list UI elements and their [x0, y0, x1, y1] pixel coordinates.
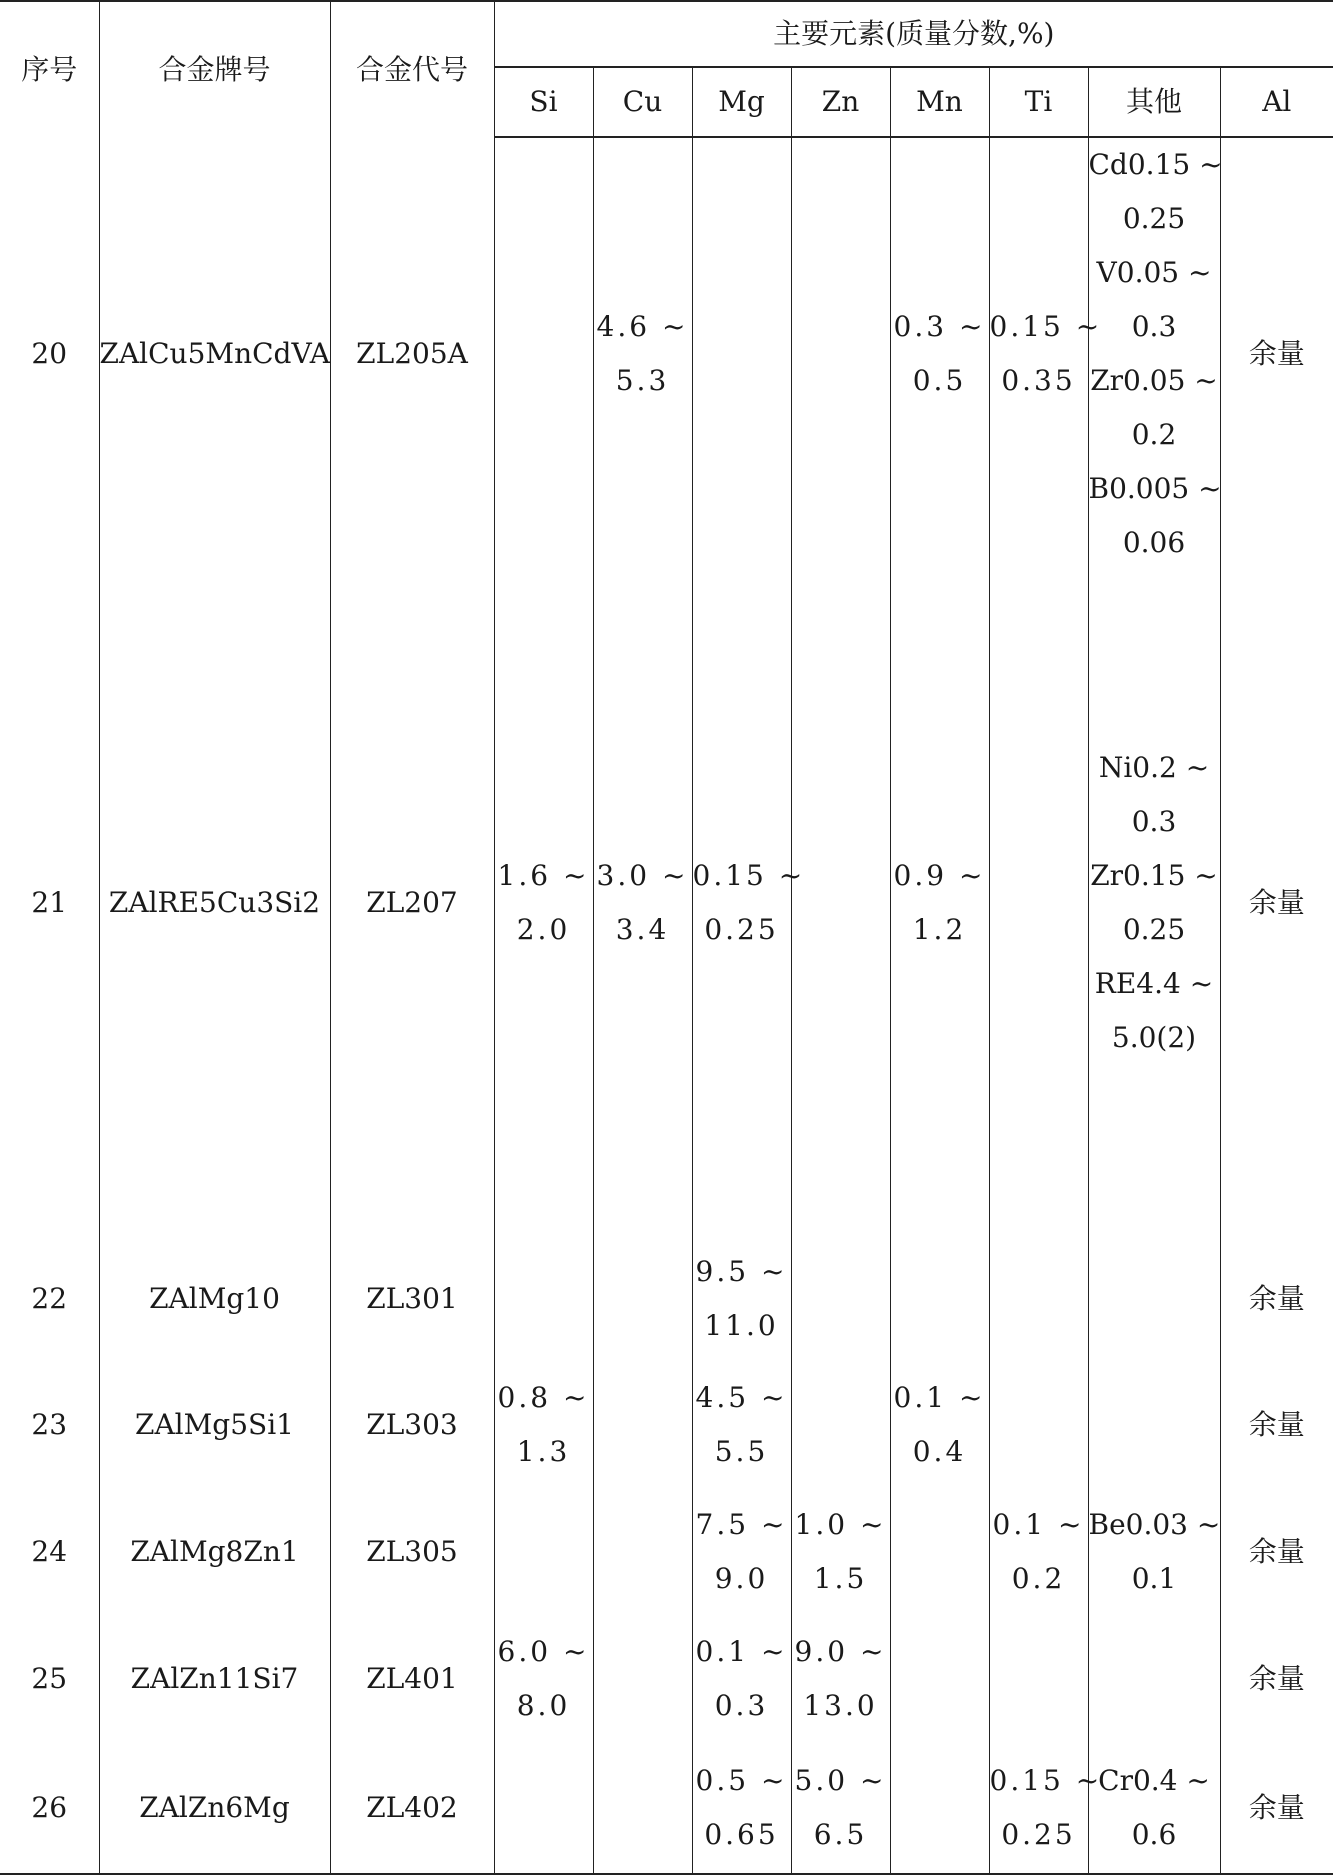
code-cell-text: ZL303 [366, 1408, 458, 1441]
ti-cell-line: 0.15 ~ [989, 1763, 1103, 1797]
code-cell [330, 137, 494, 570]
mg-cell [692, 1362, 791, 1488]
al-cell-text: 余量 [1248, 1790, 1305, 1824]
zn-cell-line: 1.0 ~ [794, 1507, 887, 1541]
code-cell [330, 1362, 494, 1488]
seq-cell [0, 1236, 99, 1362]
si-cell-line: 8.0 [516, 1688, 571, 1722]
cu-cell-line: 4.6 ~ [596, 310, 689, 343]
zn-cell [791, 1362, 890, 1488]
table-row [0, 1742, 1333, 1874]
cu-cell [593, 1742, 692, 1874]
other-cell-line: 0.2 [1131, 418, 1177, 451]
al-cell [1220, 1488, 1333, 1615]
other-cell-line: Ni0.2 ~ [1098, 751, 1210, 784]
grade-cell-text: ZAlZn6Mg [139, 1790, 290, 1824]
mg-cell [692, 1488, 791, 1615]
mn-cell-line: 1.2 [912, 913, 967, 946]
al-cell-text: 余量 [1248, 1661, 1305, 1695]
seq-cell [0, 1742, 99, 1874]
grade-cell [99, 1742, 330, 1874]
grade-cell-text: ZAlMg8Zn1 [130, 1534, 299, 1568]
grade-cell [99, 1488, 330, 1615]
zn-cell [791, 1488, 890, 1615]
seq-cell-text: 24 [31, 1534, 68, 1568]
header-main-elements: 主要元素(质量分数,%) [494, 1, 1333, 67]
al-cell [1220, 137, 1333, 570]
grade-cell-text: ZAlMg5Si1 [135, 1408, 294, 1441]
ti-cell [989, 1236, 1088, 1362]
other-cell-line: Zr0.05 ~ [1090, 364, 1218, 397]
si-cell [494, 1615, 593, 1742]
code-cell-text: ZL305 [366, 1534, 458, 1568]
header-grade: 合金牌号 [99, 1, 330, 137]
cu-cell [593, 1362, 692, 1488]
mn-cell [890, 1362, 989, 1488]
zn-cell-line: 1.5 [813, 1561, 868, 1595]
header-mg: Mg [692, 67, 791, 137]
header-si: Si [494, 67, 593, 137]
si-cell [494, 1236, 593, 1362]
si-cell-line: 6.0 ~ [497, 1634, 590, 1668]
grade-cell [99, 1615, 330, 1742]
seq-cell [0, 1488, 99, 1615]
seq-cell-text: 26 [31, 1790, 68, 1824]
header-zn: Zn [791, 67, 890, 137]
mn-cell-line: 0.5 [912, 364, 967, 397]
header-other: 其他 [1088, 67, 1220, 137]
seq-cell-text: 23 [31, 1408, 68, 1441]
si-cell [494, 1742, 593, 1874]
zn-cell [791, 570, 890, 1236]
other-cell-line: B0.005 ~ [1088, 472, 1222, 505]
header-ti: Ti [989, 67, 1088, 137]
code-cell-text: ZL402 [366, 1790, 458, 1824]
grade-cell [99, 1236, 330, 1362]
mn-cell [890, 1615, 989, 1742]
cu-cell [593, 1615, 692, 1742]
si-cell-line: 2.0 [516, 913, 571, 946]
seq-cell [0, 1615, 99, 1742]
cu-cell [593, 1488, 692, 1615]
table-row [0, 1488, 1333, 1615]
seq-cell [0, 570, 99, 1236]
mg-cell [692, 570, 806, 1236]
si-cell-line: 1.3 [516, 1435, 571, 1468]
mg-cell-line: 5.5 [714, 1435, 769, 1468]
ti-cell-line: 0.2 [1011, 1561, 1066, 1595]
other-cell-line: Be0.03 ~ [1088, 1507, 1221, 1541]
zn-cell-line: 13.0 [803, 1688, 878, 1722]
cu-cell-line: 3.0 ~ [596, 859, 689, 892]
si-cell-line: 0.8 ~ [497, 1381, 590, 1414]
grade-cell [99, 1362, 330, 1488]
al-cell [1220, 1236, 1333, 1362]
other-cell-line: 0.06 [1122, 526, 1186, 559]
zn-cell-line: 5.0 ~ [794, 1763, 887, 1797]
al-cell [1220, 1615, 1333, 1742]
seq-cell [0, 1362, 99, 1488]
mg-cell-line: 11.0 [704, 1309, 779, 1342]
mg-cell-line: 7.5 ~ [695, 1507, 788, 1541]
mn-cell-line: 0.3 ~ [893, 310, 986, 343]
al-cell-text: 余量 [1248, 1408, 1305, 1441]
si-cell [494, 137, 593, 570]
seq-cell-text: 20 [31, 336, 68, 370]
ti-cell [989, 137, 1103, 570]
other-cell-line: 5.0(2) [1111, 1021, 1197, 1054]
mg-cell [692, 1615, 791, 1742]
other-cell-line: 0.25 [1122, 913, 1186, 946]
mg-cell-line: 0.15 ~ [692, 859, 806, 892]
other-cell-line: RE4.4 ~ [1094, 967, 1214, 1000]
zn-cell [791, 1236, 890, 1362]
table-row [0, 570, 1333, 1236]
seq-cell-text: 25 [31, 1661, 68, 1695]
code-cell-text: ZL207 [366, 886, 458, 919]
al-cell [1220, 570, 1333, 1236]
header-al: Al [1220, 67, 1333, 137]
al-cell [1220, 1362, 1333, 1488]
mn-cell-line: 0.9 ~ [893, 859, 986, 892]
code-cell [330, 1236, 494, 1362]
ti-cell-line: 0.15 ~ [989, 310, 1103, 343]
other-cell [1088, 1362, 1220, 1488]
zn-cell-line: 6.5 [813, 1817, 868, 1851]
table-body [0, 137, 1333, 1874]
other-cell-line: 0.3 [1131, 310, 1177, 343]
mg-cell [692, 1236, 791, 1362]
al-cell [1220, 1742, 1333, 1874]
table-row [0, 1362, 1333, 1488]
grade-cell [99, 570, 330, 1236]
ti-cell [989, 1488, 1088, 1615]
mg-cell-line: 0.3 [714, 1688, 769, 1722]
other-cell [1088, 570, 1220, 1236]
other-cell-line: 0.3 [1131, 805, 1177, 838]
al-cell-text: 余量 [1248, 886, 1305, 919]
mg-cell-line: 0.1 ~ [695, 1634, 788, 1668]
si-cell [494, 1362, 593, 1488]
table-row [0, 1615, 1333, 1742]
table-row [0, 1236, 1333, 1362]
al-cell-text: 余量 [1248, 1534, 1305, 1568]
other-cell [1088, 1742, 1220, 1874]
other-cell-line: V0.05 ~ [1096, 256, 1212, 289]
header-seq: 序号 [0, 1, 99, 137]
other-cell-line: 0.1 [1131, 1561, 1177, 1595]
cu-cell-line: 3.4 [615, 913, 670, 946]
other-cell-line: Cr0.4 ~ [1098, 1763, 1210, 1797]
mn-cell-line: 0.1 ~ [893, 1381, 986, 1414]
other-cell [1088, 1236, 1220, 1362]
grade-cell [99, 137, 330, 570]
other-cell-line: Cd0.15 ~ [1088, 148, 1223, 181]
cu-cell [593, 137, 692, 570]
other-cell [1088, 1615, 1220, 1742]
cu-cell [593, 570, 692, 1236]
code-cell [330, 1615, 494, 1742]
mg-cell-line: 9.5 ~ [695, 1255, 788, 1288]
grade-cell-text: ZAlCu5MnCdVA [99, 336, 330, 370]
other-cell [1088, 137, 1223, 570]
si-cell-line: 1.6 ~ [497, 859, 590, 892]
grade-cell-text: ZAlRE5Cu3Si2 [108, 886, 321, 919]
code-cell-text: ZL205A [356, 336, 468, 370]
code-cell-text: ZL301 [366, 1282, 458, 1315]
header-mn: Mn [890, 67, 989, 137]
mg-cell-line: 0.65 [704, 1817, 779, 1851]
seq-cell-text: 22 [31, 1282, 68, 1315]
mg-cell-line: 9.0 [714, 1561, 769, 1595]
mg-cell-line: 0.5 ~ [695, 1763, 788, 1797]
mn-cell [890, 1488, 989, 1615]
ti-cell-line: 0.35 [1001, 364, 1076, 397]
other-cell-line: Zr0.15 ~ [1090, 859, 1218, 892]
si-cell [494, 570, 593, 1236]
code-cell [330, 570, 494, 1236]
al-cell-text: 余量 [1248, 337, 1305, 370]
grade-cell-text: ZAlZn11Si7 [130, 1661, 299, 1695]
code-cell [330, 1488, 494, 1615]
cu-cell-line: 5.3 [615, 364, 670, 397]
grade-cell-text: ZAlMg10 [149, 1282, 280, 1315]
mg-cell-line: 4.5 ~ [695, 1381, 788, 1414]
header-code: 合金代号 [330, 1, 494, 137]
other-cell-line: 0.25 [1122, 202, 1186, 235]
table-row [0, 137, 1333, 570]
seq-cell [0, 137, 99, 570]
other-cell-line: 0.6 [1131, 1817, 1177, 1851]
ti-cell [989, 1362, 1088, 1488]
ti-cell [989, 1742, 1103, 1874]
cu-cell [593, 1236, 692, 1362]
si-cell [494, 1488, 593, 1615]
ti-cell-line: 0.25 [1001, 1817, 1076, 1851]
zn-cell-line: 9.0 ~ [794, 1634, 887, 1668]
seq-cell-text: 21 [31, 886, 68, 919]
al-cell-text: 余量 [1248, 1282, 1305, 1315]
mg-cell [692, 1742, 791, 1874]
zn-cell [791, 1615, 890, 1742]
code-cell [330, 1742, 494, 1874]
mn-cell [890, 1742, 989, 1874]
code-cell-text: ZL401 [366, 1661, 458, 1695]
zn-cell [791, 1742, 890, 1874]
mn-cell [890, 1236, 989, 1362]
ti-cell [989, 570, 1088, 1236]
ti-cell [989, 1615, 1088, 1742]
mn-cell [890, 570, 989, 1236]
mg-cell [692, 137, 791, 570]
ti-cell-line: 0.1 ~ [992, 1507, 1085, 1541]
mn-cell [890, 137, 989, 570]
mn-cell-line: 0.4 [912, 1435, 967, 1468]
header-cu: Cu [593, 67, 692, 137]
mg-cell-line: 0.25 [704, 913, 779, 946]
zn-cell [791, 137, 890, 570]
other-cell [1088, 1488, 1220, 1615]
